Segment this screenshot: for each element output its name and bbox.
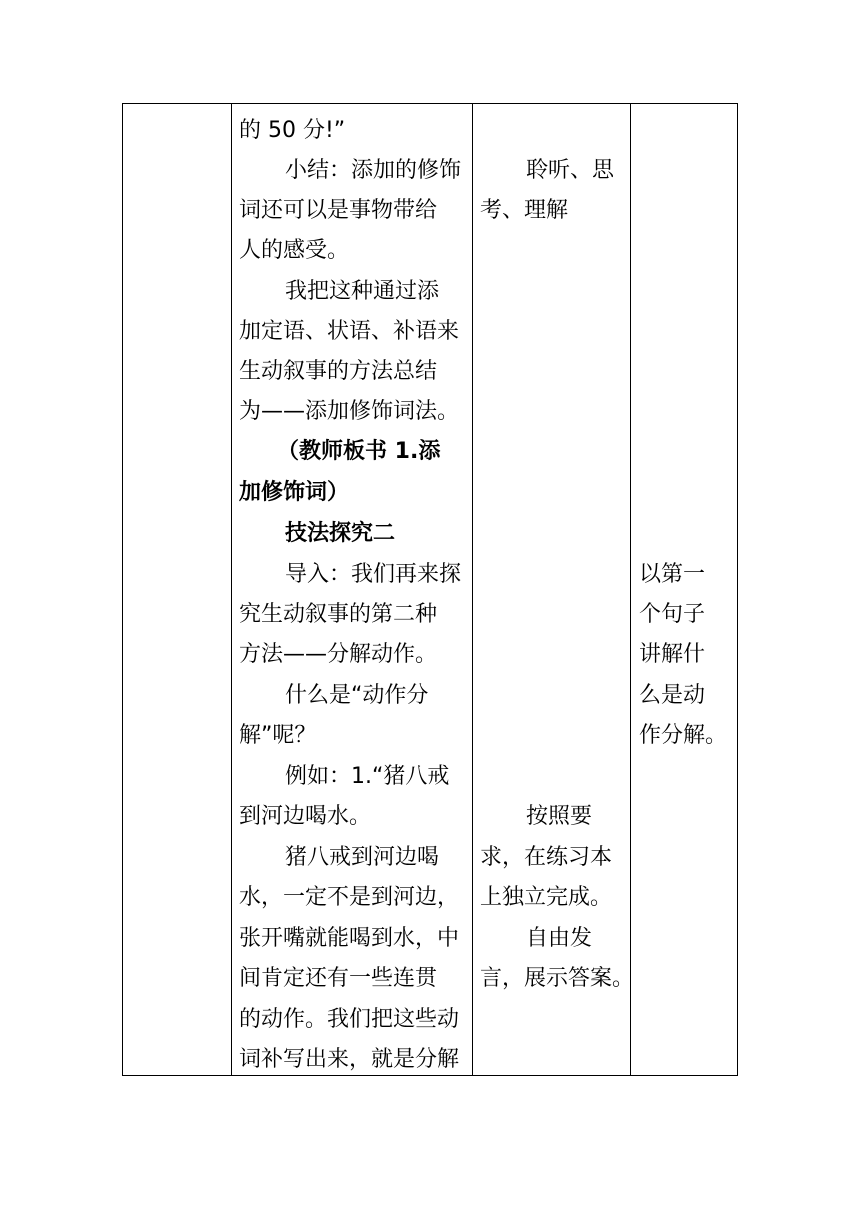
text-line: 生动叙事的方法总结	[239, 359, 438, 384]
table-cell-empty	[123, 104, 231, 1075]
text-line: 聆听、思	[526, 158, 615, 183]
text-line: 到河边喝水。	[239, 804, 372, 829]
text-line: 的 50 分!”	[239, 118, 346, 143]
text-line: 我把这种通过添	[285, 279, 440, 304]
text-line: 间肯定还有一些连贯	[239, 966, 438, 991]
text-line: 以第一	[639, 562, 706, 587]
text-line: 的动作。我们把这些动	[239, 1007, 460, 1032]
table-cell-design-intent	[639, 104, 737, 1075]
text-line: 么是动	[639, 683, 706, 708]
text-line: 究生动叙事的第二种	[239, 602, 438, 627]
column-divider-3	[630, 104, 631, 1075]
text-line: 小结：添加的修饰	[285, 158, 462, 183]
text-line: 求，在练习本	[480, 845, 613, 870]
text-line: 人的感受。	[239, 238, 350, 263]
text-line: 解”呢？	[239, 723, 317, 748]
lesson-plan-table	[122, 103, 738, 1076]
text-line: 按照要	[526, 804, 593, 829]
section-heading: 技法探究二	[285, 521, 396, 546]
column-divider-2	[472, 104, 473, 1075]
text-line: 言，展示答案。	[480, 966, 635, 991]
text-line: 考、理解	[480, 198, 569, 223]
blackboard-note: （教师板书 1.添	[277, 439, 441, 464]
text-line: 上独立完成。	[480, 885, 613, 910]
text-line: 猪八戒到河边喝	[285, 845, 440, 870]
text-line: 为——添加修饰词法。	[239, 399, 460, 424]
text-line: 张开嘴就能喝到水，中	[239, 926, 460, 951]
text-line: 词还可以是事物带给	[239, 198, 438, 223]
text-line: 方法——分解动作。	[239, 642, 438, 667]
text-line: 导入：我们再来探	[285, 562, 462, 587]
text-line: 作分解。	[639, 723, 728, 748]
text-line: 词补写出来，就是分解	[239, 1047, 460, 1072]
text-line: 水，一定不是到河边，	[239, 885, 460, 910]
text-line: 加定语、状语、补语来	[239, 319, 460, 344]
text-line: 个句子	[639, 602, 706, 627]
table-cell-teacher-activity	[239, 104, 469, 1075]
text-line: 什么是“动作分	[285, 683, 429, 708]
table-cell-student-activity	[480, 104, 635, 1075]
text-line: 例如：1.“猪八戒	[285, 764, 450, 789]
blackboard-note: 加修饰词）	[239, 480, 350, 505]
text-line: 自由发	[526, 926, 593, 951]
text-line: 讲解什	[639, 642, 706, 667]
column-divider-1	[231, 104, 232, 1075]
